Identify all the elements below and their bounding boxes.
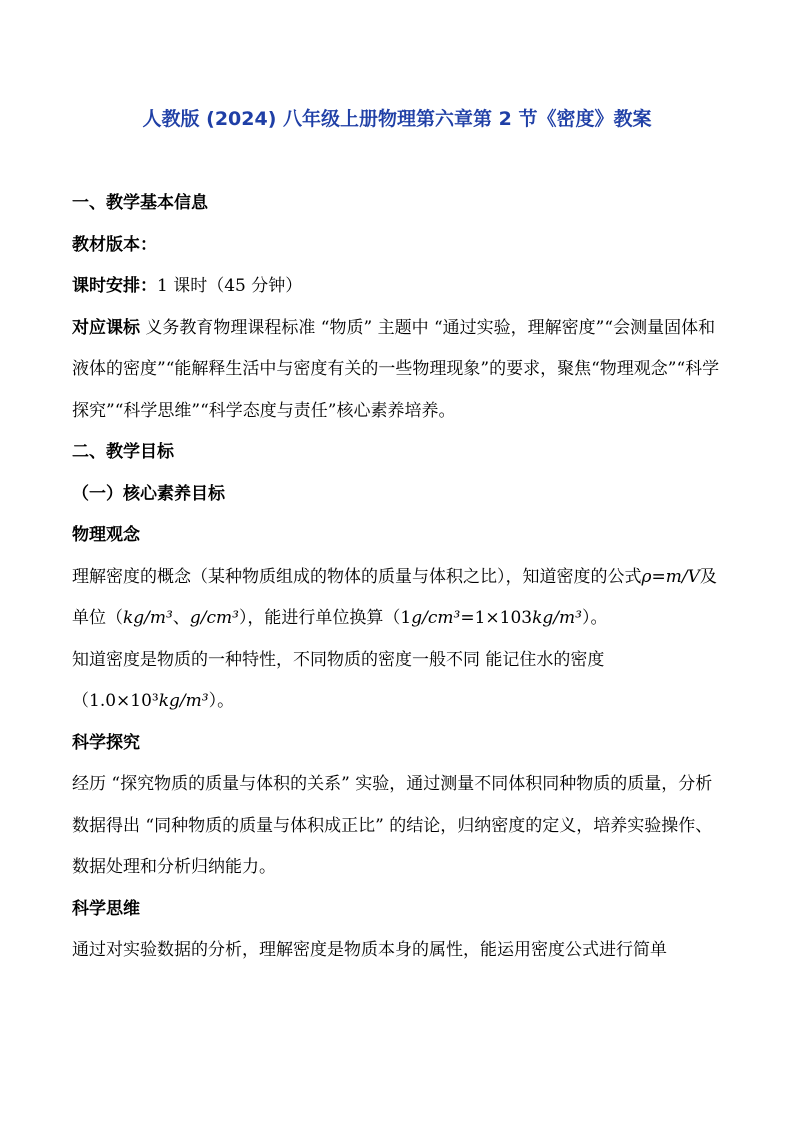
heading-scientific-thinking: 科学思维 [72, 898, 140, 919]
curriculum-standard-text: 义务教育物理课程标准 “物质” 主题中 “通过实验，理解密度”“会测量固体和液体的密度”“能解释生活中与密度有关的一些物理现象”的要求，聚焦“物理观念”“科学探究”“科学思维”“科学态度与责任”核心素养培养。 [72, 317, 720, 421]
unit-g-per-cm3-conversion: g/cm³ [411, 608, 461, 628]
document-body [72, 183, 724, 972]
section-heading-basic-info: 一、教学基本信息 [72, 193, 208, 213]
textbook-version-label: 教材版本： [72, 234, 157, 255]
textbook-version-line [72, 225, 724, 267]
conversion-end: ）。 [581, 608, 608, 628]
scientific-thinking-paragraph: 通过对实验数据的分析，理解密度是物质本身的属性，能运用密度公式进行简单 [72, 940, 667, 960]
water-density-text: 知道密度是物质的一种特性，不同物质的密度一般不同 能记住水的密度（1.0×10³ [72, 649, 605, 711]
unit-kg-per-m3: kg/m³ [123, 608, 173, 628]
physics-concept-paragraph-2 [72, 640, 724, 723]
curriculum-standard-label: 对应课标 [72, 317, 140, 338]
heading-scientific-inquiry: 科学探究 [72, 732, 140, 753]
equals-sign: = [651, 566, 666, 587]
conversion-intro: ），能进行单位换算（1 [238, 608, 412, 628]
unit-separator: 、 [172, 608, 190, 628]
schedule-value: 1 课时（45 分钟） [157, 276, 303, 296]
subsection-heading-core-literacy: （一）核心素养目标 [72, 483, 225, 504]
schedule-label: 课时安排： [72, 276, 157, 296]
volume-symbol: V [687, 566, 700, 587]
curriculum-standard-paragraph [72, 308, 724, 433]
rho-symbol: ρ [641, 566, 652, 587]
unit-kg-per-m3-water: kg/m³ [158, 691, 209, 711]
unit-kg-per-m3-conversion: kg/m³ [532, 608, 582, 628]
density-formula-intro: 理解密度的概念（某种物质组成的物体的质量与体积之比），知道密度的公式 [72, 566, 642, 587]
conversion-value: =1×103 [460, 608, 533, 628]
slash-symbol: / [681, 566, 688, 587]
units-intro: 及单位（ [72, 566, 717, 628]
schedule-line [72, 266, 724, 308]
mass-symbol: m [665, 566, 682, 587]
physics-concept-paragraph-1 [72, 557, 724, 640]
heading-physics-concept: 物理观念 [72, 525, 140, 545]
scientific-inquiry-paragraph: 经历 “探究物质的质量与体积的关系” 实验，通过测量不同体积同种物质的质量，分析数据得出 “同种物质的质量与体积成正比” 的结论，归纳密度的定义，培养实验操作、数据处理和分析归纳能力。 [72, 774, 713, 877]
water-density-end: ）。 [208, 691, 235, 711]
document-title: 人教版 (2024) 八年级上册物理第六章第 2 节《密度》教案 [142, 108, 652, 130]
section-heading-objectives: 二、教学目标 [72, 442, 174, 462]
unit-g-per-cm3: g/cm³ [189, 608, 239, 628]
